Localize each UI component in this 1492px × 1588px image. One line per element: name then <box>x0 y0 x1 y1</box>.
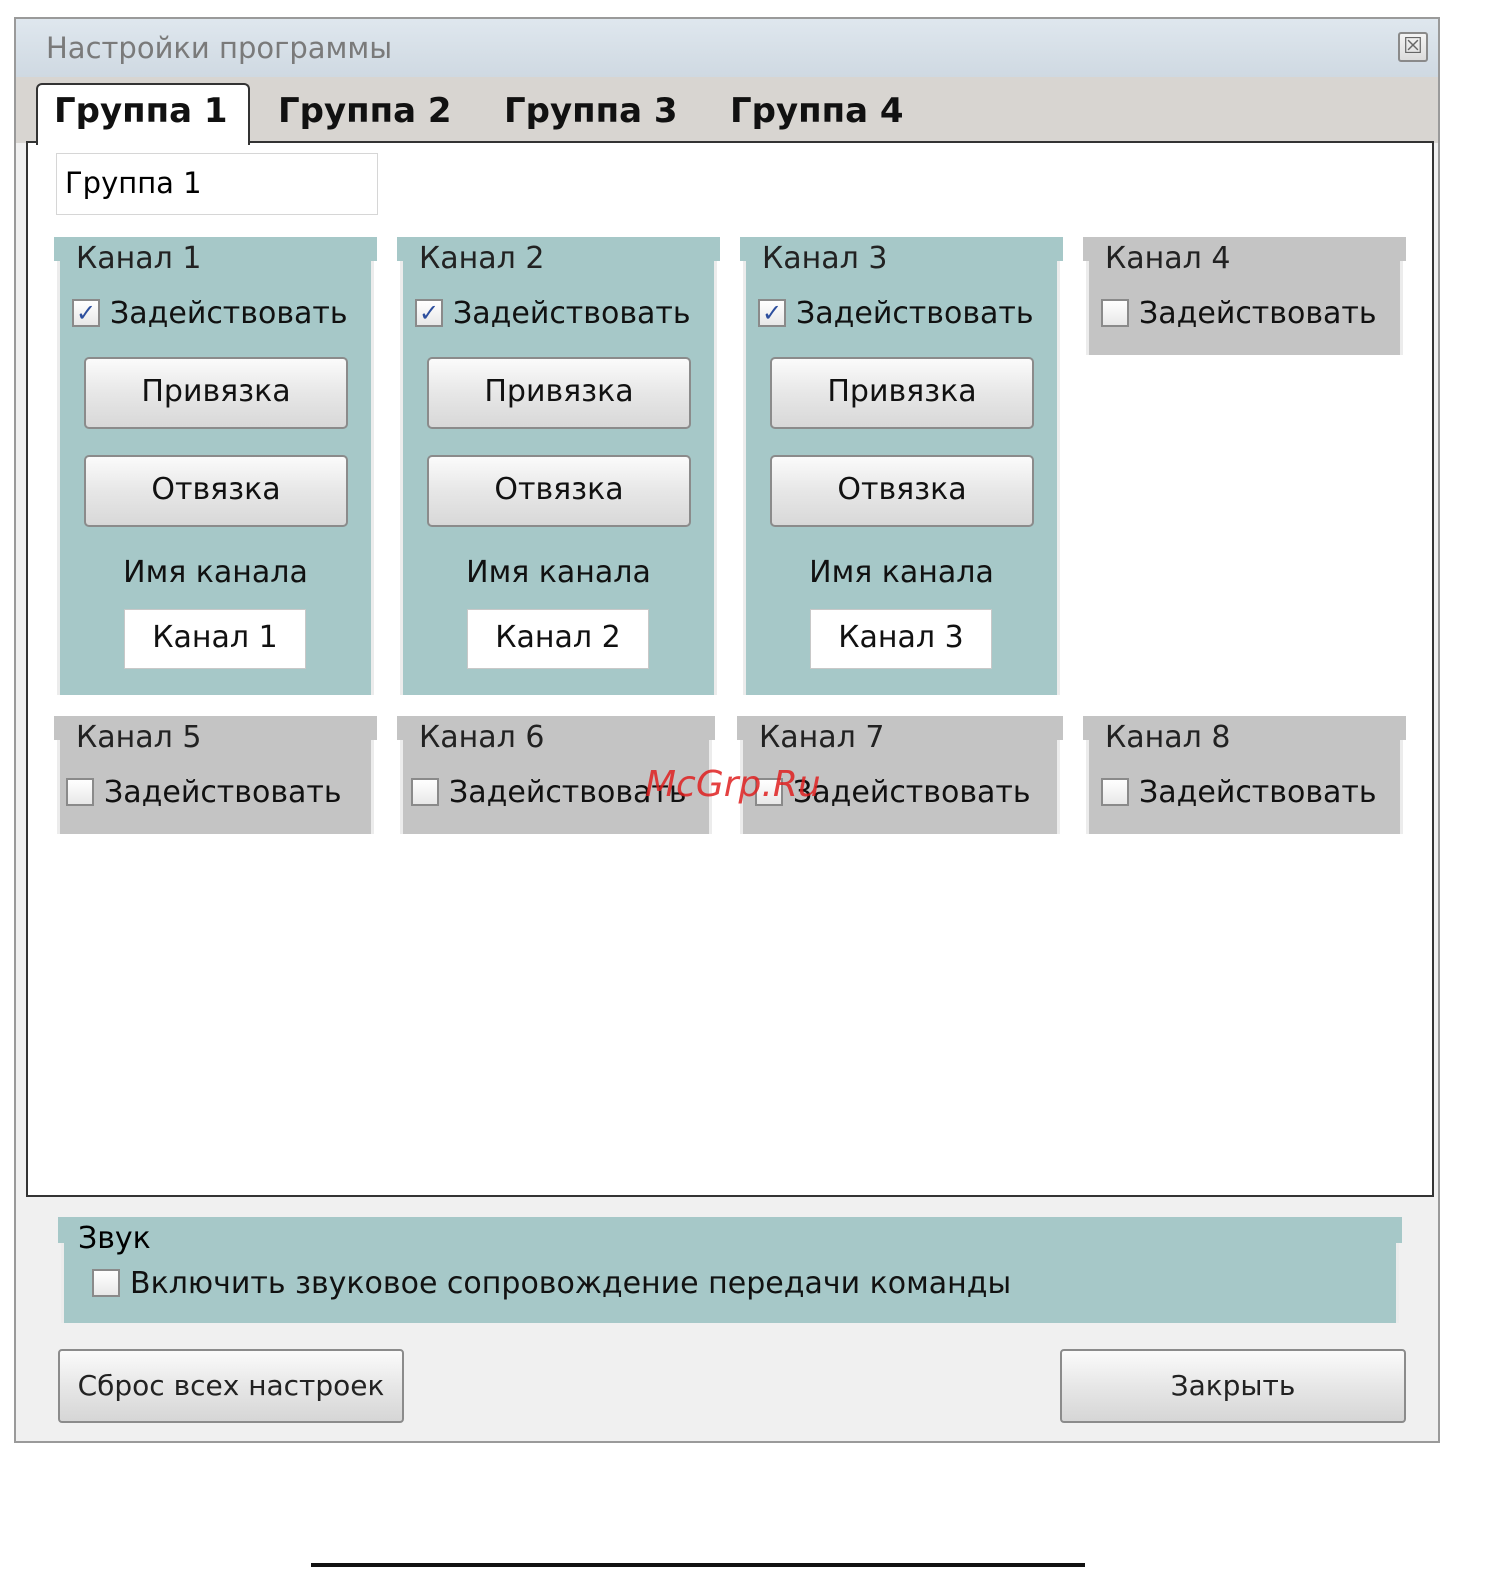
channel-1-enable-label: Задействовать <box>110 295 348 331</box>
channel-8-group <box>1083 716 1406 838</box>
channel-1-bind-button[interactable]: Привязка <box>84 357 348 429</box>
channel-2-bind-button[interactable]: Привязка <box>427 357 691 429</box>
channel-1-enable-row[interactable] <box>72 293 348 333</box>
tab-group-2[interactable]: Группа 2 <box>278 91 452 131</box>
channel-3-name-caption: Имя канала <box>809 555 994 590</box>
channel-3-enable-label: Задействовать <box>796 295 1034 331</box>
tab-group-1[interactable]: Группа 1 <box>36 83 250 145</box>
channel-2-name-field[interactable]: Канал 2 <box>467 609 649 669</box>
channel-1-title: Канал 1 <box>72 241 205 276</box>
channel-3-title: Канал 3 <box>758 241 891 276</box>
channel-3-enable-checkbox[interactable]: ✓ <box>758 299 786 327</box>
title-bar <box>16 19 1438 77</box>
channel-4-group <box>1083 237 1406 359</box>
channel-2-title: Канал 2 <box>415 241 548 276</box>
tab-strip <box>16 77 1438 143</box>
channel-4-title: Канал 4 <box>1101 241 1234 276</box>
channel-8-enable-checkbox[interactable] <box>1101 778 1129 806</box>
tab-panel-group-1 <box>26 141 1434 1197</box>
sound-group <box>58 1217 1402 1327</box>
sound-option-label: Включить звуковое сопровождение передачи команды <box>130 1265 1012 1301</box>
channel-3-bind-button[interactable]: Привязка <box>770 357 1034 429</box>
channel-7-title: Канал 7 <box>755 720 888 755</box>
page-divider-line <box>311 1563 1085 1567</box>
channel-5-group <box>54 716 377 838</box>
watermark-text: McGrp.Ru <box>645 764 821 805</box>
channel-1-group <box>54 237 377 699</box>
channel-7-enable-label: Задействовать <box>793 774 1031 810</box>
settings-window <box>14 17 1440 1443</box>
close-icon[interactable]: ☒ <box>1398 32 1428 62</box>
window-title: Настройки программы <box>46 31 393 65</box>
reset-all-settings-button[interactable]: Сброс всех настроек <box>58 1349 404 1423</box>
channel-2-enable-label: Задействовать <box>453 295 691 331</box>
channel-6-enable-label: Задействовать <box>449 774 687 810</box>
channel-2-group <box>397 237 720 699</box>
channel-2-enable-row[interactable] <box>415 293 691 333</box>
channel-3-enable-row[interactable] <box>758 293 1034 333</box>
channel-1-unbind-button[interactable]: Отвязка <box>84 455 348 527</box>
close-button[interactable]: Закрыть <box>1060 1349 1406 1423</box>
channel-4-enable-checkbox[interactable] <box>1101 299 1129 327</box>
channel-3-group <box>740 237 1063 699</box>
sound-option-row[interactable] <box>92 1263 1011 1303</box>
sound-option-checkbox[interactable] <box>92 1269 120 1297</box>
group-name-field[interactable]: Группа 1 <box>56 153 378 215</box>
channel-2-unbind-button[interactable]: Отвязка <box>427 455 691 527</box>
channel-4-enable-row[interactable] <box>1101 293 1377 333</box>
channel-5-enable-row[interactable] <box>66 772 342 812</box>
channel-5-enable-label: Задействовать <box>104 774 342 810</box>
channel-8-enable-row[interactable] <box>1101 772 1377 812</box>
channel-2-name-caption: Имя канала <box>466 555 651 590</box>
channel-1-name-caption: Имя канала <box>123 555 308 590</box>
channel-3-unbind-button[interactable]: Отвязка <box>770 455 1034 527</box>
channel-1-name-field[interactable]: Канал 1 <box>124 609 306 669</box>
channel-5-title: Канал 5 <box>72 720 205 755</box>
tab-group-4[interactable]: Группа 4 <box>730 91 904 131</box>
channel-8-title: Канал 8 <box>1101 720 1234 755</box>
channel-6-enable-checkbox[interactable] <box>411 778 439 806</box>
sound-group-title: Звук <box>74 1221 155 1256</box>
channel-1-enable-checkbox[interactable]: ✓ <box>72 299 100 327</box>
channel-2-enable-checkbox[interactable]: ✓ <box>415 299 443 327</box>
tab-group-3[interactable]: Группа 3 <box>504 91 678 131</box>
channel-4-enable-label: Задействовать <box>1139 295 1377 331</box>
channel-6-title: Канал 6 <box>415 720 548 755</box>
channel-3-name-field[interactable]: Канал 3 <box>810 609 992 669</box>
channel-8-enable-label: Задействовать <box>1139 774 1377 810</box>
channel-5-enable-checkbox[interactable] <box>66 778 94 806</box>
